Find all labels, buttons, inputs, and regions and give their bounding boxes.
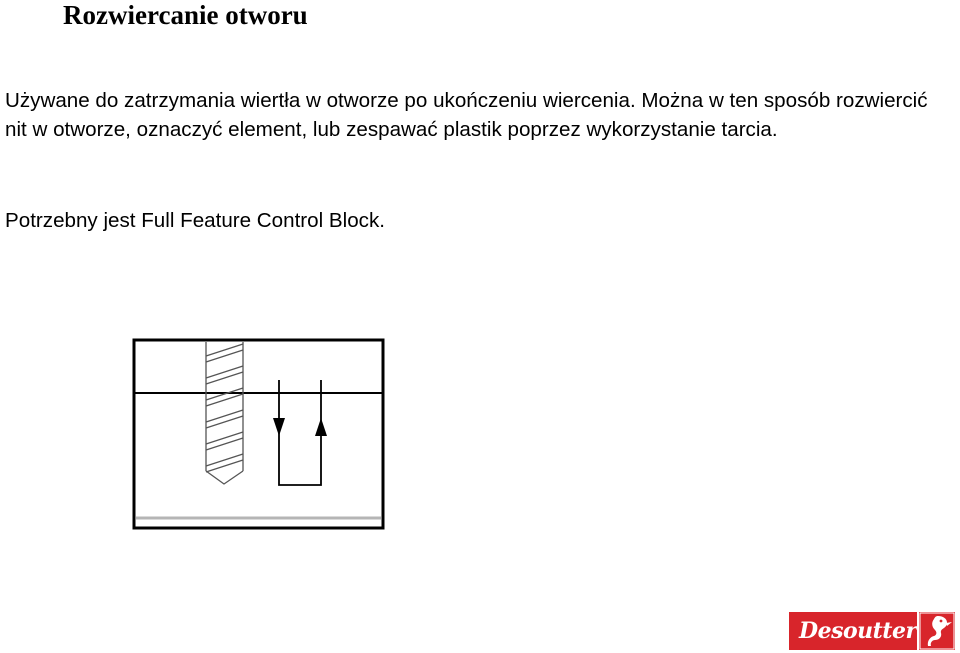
description-paragraph: Używane do zatrzymania wiertła w otworze po ukończeniu wiercenia. Można w ten sposób rozwiercić nit w otworze, oznaczyć element, lub zespawać plastik poprzez wykorzystanie tarcia. (5, 89, 928, 141)
page-title: Rozwiercanie otworu (63, 0, 308, 30)
diagram-frame (134, 340, 383, 528)
drill-bit-icon (206, 342, 243, 484)
reaming-diagram (132, 338, 387, 534)
logo-text: Desoutter (799, 618, 917, 644)
requirement-paragraph: Potrzebny jest Full Feature Control Block. (5, 209, 385, 232)
desoutter-logo (789, 612, 955, 650)
motion-path (279, 380, 321, 485)
up-arrow-icon (315, 418, 327, 436)
down-arrow-icon (273, 418, 285, 436)
